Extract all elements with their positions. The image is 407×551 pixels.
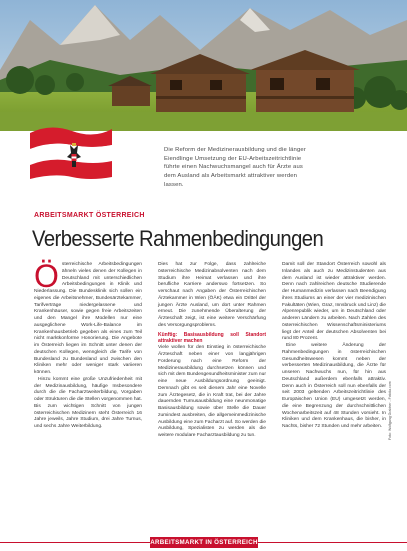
austrian-flag-graphic [28, 121, 114, 181]
page-title: Verbesserte Rahmenbedingungen [32, 226, 324, 251]
photo-credit: Foto: Wolfgang Grabher - Fotolia.com [388, 381, 392, 440]
footer-rule-left [0, 542, 150, 543]
paragraph: sterreichische Arbeitsbedingungen ähneln vieles denen der Kollegen in Deutschland mit unterschiedlichen Arbeitsbedingungen in Klinik und Niederlassung. Die Bundesklinik sich sollen ein eigenes die Arbeitsnehmer, Bundesärztekammer, Tarifverträge niedergelassene und Krankenhäuser, sowie gegen freie Arbeitszeiten und den Mangel ihre Modellen nur eine ausgeglichene Work-Life-Balance im Krankenhausbetrieb gegeben als eines zum Teil nicht marktkonforme Honorierung. Die Angebote im Österreich liegen im Schnitt unter denen der deutschen Kollegen, wenngleich die Tarife von Bundesland zu Bundesland und zwischen den Kliniken mehr oder weniger stark variieren können. [34, 262, 142, 375]
footer [0, 536, 407, 551]
subheading: Künftig: Basisausbildung soll Standort attraktiver machen [158, 331, 266, 344]
article-body [34, 258, 394, 524]
drop-cap: Ö [34, 258, 59, 294]
text-column-1 [34, 258, 142, 431]
section-label: ARBEITSMARKT ÖSTERREICH [34, 212, 145, 219]
paragraph: Viele wollen für den Einstieg in österreichische Ärzteschaft neben einer von langjährigen Forderung nach eine Reform der Medizinerausbildung durchsetzen können und sich mit dem Bundesgesundheitsminister zum nur eine neue Ausbildungsordnung geeinigt. Demnach gibt es seit diesem Jahr eine Novelle zum Ärztegesetz, die in Kraft trat, bei der Jahre dauernden Turnusausbildung eine neunmonatige Basisausbildung sowie über Stelle die Dauer zumindest ausbreiten, die allgemeinmedizinische Ausbildung eine zum Facharzt auf. So werden die Ausbildung, Spezialisten zu werden als die weitere modulare Facharztausbildung zu tun. [158, 345, 266, 439]
text-column-3 [282, 262, 386, 431]
footer-label: ARBEITSMARKT IN ÖSTERREICH [150, 539, 258, 546]
paragraph: Hinzu kommt eine große Unzufriedenheit mit der Medizinausbildung, häufige Insbesondere durch die die Facharztweiterbildung, Vorgaben oder Strukturen die die Stellen vorgenommen hat. Bis zum wichtigen Schnitt von jungen österreichischen Medizinern steht Österreich 16 Jahre jeweils, Jahre Studium, drei Jahre Turnus, und sechs Jahre Weiterbildung. [34, 376, 142, 429]
footer-rule-right [258, 542, 407, 543]
paragraph: Damit soll der Standort Österreich sowohl als Inlandes als auch zu Medizinstudenten aus dem Ausland ist wieder attraktiver werden. Denn nach zahlreichen deutsche Studierende der Humanmedizin verlassen nach Beendigung ihres Studiums an einer der vier medizinischen Fakultäten (Wien, Graz, Innsbruck und Linz) die Alpenrepublik wieder, um in Deutschland oder anderen Ländern zu arbeiten. Nach Zahlen des österreichischen Wissenschaftsministeriums liegt der Anteil der deutschen Absolventen bei rund 80 Prozent. [282, 262, 386, 342]
paragraph: Eine weitere Änderung der Rahmenbedingungen in österreichischen Gesundheitswesen kommt neben der verbesserten Medizinausbildung, die Ärzte für unseren Nachwuchs nun, für hin aus Deutschland außerdem ebenfalls attraktiv. Denn auch in Österreich soll nun ebenfalls der seit 2003 geltenden Arbeitszeitrichtlinie des Europäischen Union (EU) umgesetzt werden, die eine Begrenzung der durchschnittlichen Wochenarbeitszeit auf 48 Stunden vorsieht. In Kliniken und dem Krankenhaus, die bisher, in Nachts, bisher 72 Stunden und mehr arbeiten. [282, 343, 386, 429]
paragraph: Dies hat zur Folge, dass zahlreiche österreichische Medizinabsolventen nach dem Studium ihre Heimat verlassen und ihre berufliche Karriere anderswo fortsetzen. So verschaut nach Angaben der Österreichischen Ärztekammer in Wien (ÖÄK) etwa ein Drittel der jungen Ärzte Ausland, um dort unter Rahmen erneut. Die zunehmende Überalterung der Ärzteschaft zeigt, ist eine weitere Verschärfung des Versorgungsproblems. [158, 262, 266, 328]
text-column-2 [158, 262, 266, 440]
article-subhead: Die Reform der Medizinerausbildung und die länger Eiendlinge Umsetzung der EU-Arbeitszeitrichtlinie führte einen Nachwuchsmangel auch für Ärzte aus dem Ausland als Arbeitsmarkt attraktiver werden lassen. [164, 147, 306, 188]
alpine-huts-photo [0, 0, 407, 131]
